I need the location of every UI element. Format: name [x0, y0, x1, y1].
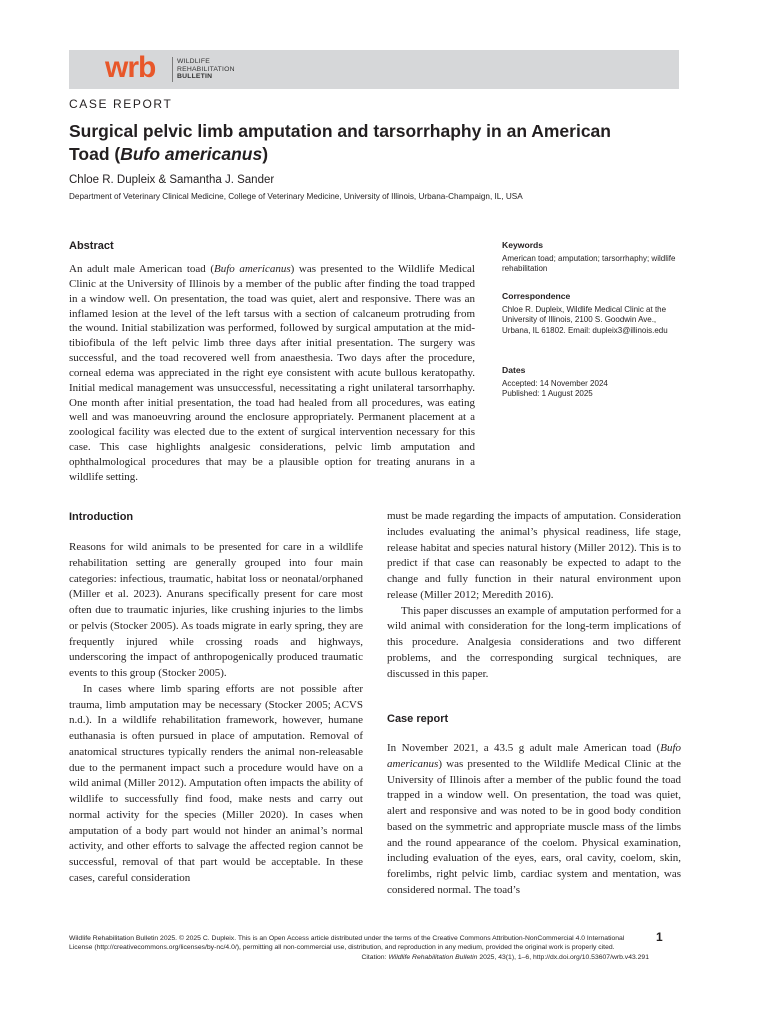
correspondence-heading: Correspondence: [502, 291, 571, 301]
article-title: [69, 120, 629, 166]
citation-details: 2025, 43(1), 1–6, http://dx.doi.org/10.53607/wrb.v43.291: [477, 953, 649, 961]
introduction-right-column: [387, 509, 681, 682]
abstract-body: [69, 262, 475, 485]
keywords-block: [502, 240, 682, 275]
article-type: CASE REPORT: [69, 97, 173, 111]
author-list: Chloe R. Dupleix & Samantha J. Sander: [69, 174, 275, 186]
abstract-text-a: An adult male American toad (: [69, 263, 214, 275]
citation-line: [69, 953, 649, 962]
introduction-left-column: [69, 540, 363, 887]
journal-name-line2: REHABILITATION: [177, 65, 235, 73]
intro-paragraph-1: Reasons for wild animals to be presented for care in a wildlife rehabilitation setting are generally grouped into four main categories: infectious, traumatic, habitat loss or neonatal/orphaned (Miller et al. 2023). Anurans specifically present for care most often due to traumatic injuries, like crushing injuries to the limbs or pelvis (Stocker 2005). As toads migrate in early spring, they are frequently injured while crossing roads and highways, underscoring the impact of anthropogenically produced traumatic events to this group (Stocker 2005).: [69, 541, 363, 679]
journal-name-line1: WILDLIFE: [177, 58, 210, 65]
abstract-text-b: ) was presented to the Wildlife Medical Clinic at the University of Illinois by a member of the public after finding the toad trapped in a window well. On presentation, the toad was quiet, alert and responsive. There was an inflamed lesion at the level of the left tarsus with a section of calcaneum protruding from the wound. Initial stabilization was performed, followed by surgical amputation at the mid-tibiofibula of the left pelvic limb three days after initial presentation. The surgery was successful, and the toad recovered well from anaesthesia. Two days after the procedure, corneal edema was appreciated in the right eye consistent with acute bullous keratopathy. Initial medical management was unsuccessful, necessitating a right unilateral tarsorrhaphy. One month after initial presentation, the toad had healed from all procedures, was eating well and was manoeuvring around the enclosure appropriately. Permanent placement at a zoological facility was elected due to the extent of surgical intervention necessary for this case. This case highlights analgesic considerations, pelvic limb amputation and ophthalmological procedures that may be a plausible option for treating anurans in a wildlife setting.: [69, 263, 475, 483]
page-footer: [69, 934, 649, 962]
abstract-species: Bufo americanus: [213, 263, 291, 275]
case-text-a: In November 2021, a 43.5 g adult male American toad (: [387, 742, 661, 754]
case-paragraph-1: [387, 741, 681, 899]
journal-banner: [69, 50, 679, 89]
journal-name-line3: BULLETIN: [177, 73, 213, 80]
citation-journal: Wildlife Rehabilitation Bulletin: [388, 953, 478, 961]
logo-divider: [172, 57, 173, 82]
title-text: Surgical pelvic limb amputation and tarsorrhaphy in an American Toad (: [69, 121, 611, 164]
affiliation: Department of Veterinary Clinical Medicine, College of Veterinary Medicine, University of Illinois, Urbana-Champaign, IL, USA: [69, 192, 523, 201]
license-notice: Wildlife Rehabilitation Bulletin 2025. © 2025 C. Dupleix. This is an Open Access article distributed under the terms of the Creative Commons Attribution-NonCommercial 4.0 International License (http://creativecommons.org/licenses/by-nc/4.0/), permitting all non-commercial use, distribution, and reproduction in any medium, provided the original work is properly cited.: [69, 935, 625, 952]
citation-label: Citation:: [361, 953, 389, 961]
dates-block: [502, 365, 682, 400]
intro-paragraph-2-continued: must be made regarding the impacts of amputation. Consideration includes evaluating the animal’s physical readiness, life stage, release habitat and species natural history (Miller 2012). This is to predict if that case can reasonably be expected to adapt to the change and fully function in their natural environment upon release (Miller 2012; Meredith 2016).: [387, 510, 681, 601]
accepted-date: Accepted: 14 November 2024: [502, 379, 608, 388]
intro-paragraph-2: In cases where limb sparing efforts are not possible after trauma, limb amputation may be necessary (Stocker 2005; ACVS n.d.). In a wildlife rehabilitation framework, however, humane euthanasia is often pursued in place of amputation. Removal of anatomical structures typically renders the animal non-releasable due to the permanent impact such a procedure would have on a wild animal (Miller 2012). Amputation often impacts the ability of wildlife to successfully find food, make nests and carry out normal activity for the species (Miller 2020). In cases when amputation of a body part would not hinder an animal’s normal activity, and other efforts to salvage the affected region cannot be successful, removal of that part would be acceptable. In these cases, careful consideration: [69, 682, 363, 884]
page-number: 1: [656, 930, 663, 944]
title-close: ): [262, 144, 269, 164]
introduction-heading: Introduction: [69, 511, 134, 523]
abstract-heading: Abstract: [69, 240, 114, 252]
keywords-heading: Keywords: [502, 240, 544, 250]
correspondence-block: [502, 291, 682, 336]
published-date: Published: 1 August 2025: [502, 389, 593, 399]
keywords-text: American toad; amputation; tarsorrhaphy; wildlife rehabilitation: [502, 254, 676, 274]
title-species: Bufo americanus: [120, 144, 263, 164]
journal-logo: wrb: [105, 51, 156, 84]
case-report-body: [387, 741, 681, 899]
case-text-b: ) was presented to the Wildlife Medical Clinic at the University of Illinois after a member of the public found the toad trapped in a window well. On presentation, the toad was quiet, alert and responsive and was noted to be in good body condition based on the symmetric and appropriate muscle mass of the limbs and the round appearance of the coelom. Physical examination, including evaluation of the eyes, ears, oral cavity, coelom, skin, forelimbs, right pelvic limb, cardiac system and mentation, was considered normal. The toad’s: [387, 757, 681, 896]
dates-heading: Dates: [502, 365, 526, 375]
case-report-heading: Case report: [387, 713, 449, 725]
intro-paragraph-3: This paper discusses an example of amputation performed for a wild animal with consideration for the long-term implications of this procedure. Analgesia considerations and two different problems, and the corresponding surgical techniques, are discussed in this paper.: [387, 604, 681, 680]
journal-name: [177, 58, 235, 81]
correspondence-text: Chloe R. Dupleix, Wildlife Medical Clinic at the University of Illinois, 2100 S. Goodwin Ave., Urbana, IL 61802. Email: dupleix3@illinois.edu: [502, 305, 668, 335]
case-species: Bufo americanus: [387, 742, 681, 770]
